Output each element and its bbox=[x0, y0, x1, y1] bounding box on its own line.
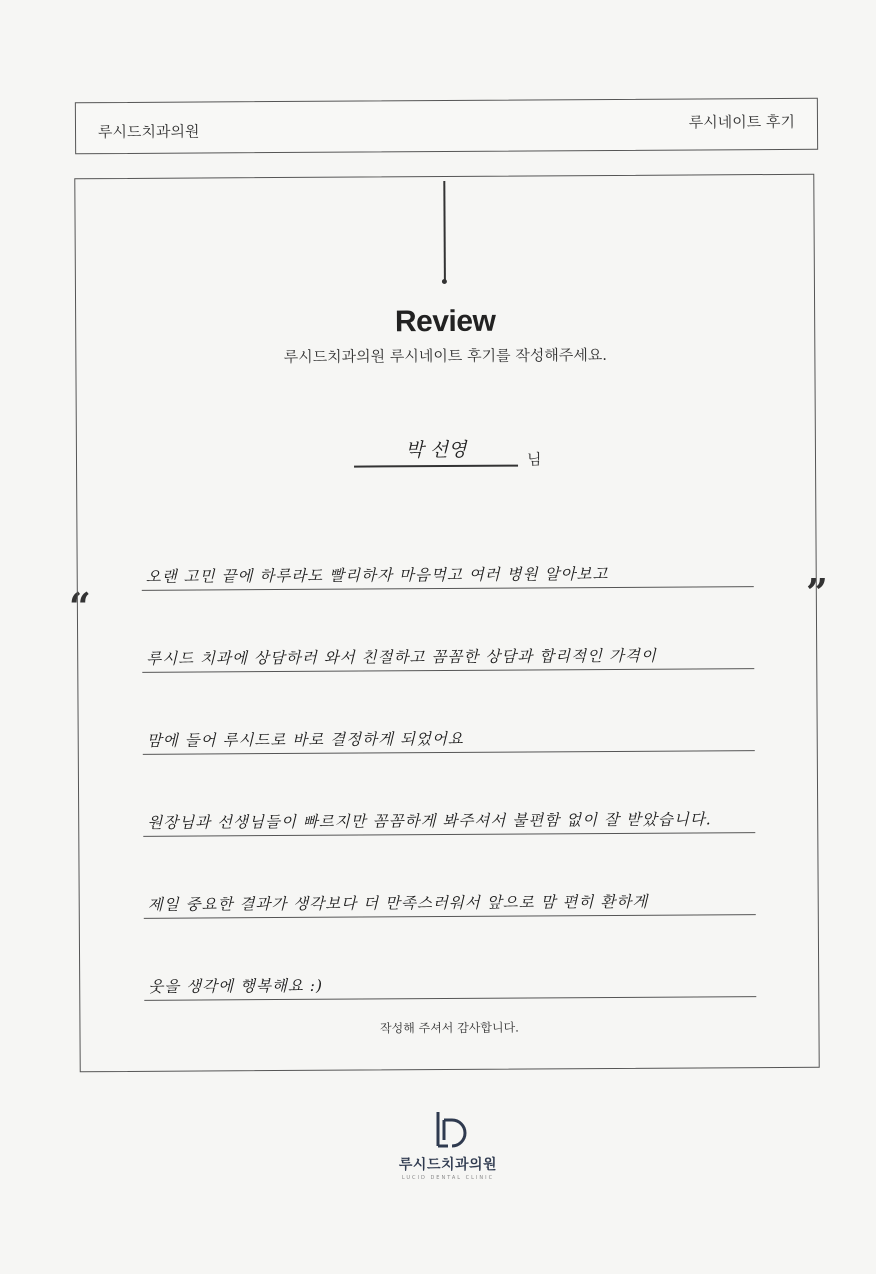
header-box bbox=[75, 98, 818, 155]
review-line-text: 원장님과 선생님들이 빠르지만 꼼꼼하게 봐주셔서 불편함 없이 잘 받았습니다. bbox=[147, 810, 712, 832]
thanks-note: 작성해 주셔서 감사합니다. bbox=[379, 1020, 519, 1036]
logo-subtext: LUCID DENTAL CLINIC bbox=[401, 1175, 495, 1181]
review-frame bbox=[74, 174, 819, 1073]
page-subtitle: 루시드치과의원 루시네이트 후기를 작성해주세요. bbox=[283, 346, 608, 366]
review-line-text: 루시드 치과에 상담하러 와서 친절하고 꼼꼼한 상담과 합리적인 가격이 bbox=[146, 646, 657, 668]
hanger-line bbox=[443, 181, 445, 281]
review-line bbox=[142, 669, 754, 755]
review-lines bbox=[141, 505, 756, 1001]
form-title: 루시네이트 후기 bbox=[688, 112, 796, 132]
review-line-text: 오랜 고민 끝에 하루라도 빨리하자 마음먹고 여러 병원 알아보고 bbox=[145, 565, 609, 586]
logo-name: 루시드치과의원 bbox=[398, 1157, 498, 1173]
review-line-text: 제일 중요한 결과가 생각보다 더 만족스러워서 앞으로 맘 편히 환하게 bbox=[147, 892, 649, 914]
ld-logo-icon bbox=[426, 1108, 470, 1152]
review-line bbox=[141, 505, 753, 591]
close-quote-mark: ” bbox=[806, 570, 828, 615]
open-quote-mark: “ bbox=[69, 584, 91, 629]
review-line-text: 맘에 들어 루시드로 바로 결정하게 되었어요 bbox=[146, 729, 464, 750]
hanger-dot bbox=[442, 279, 447, 284]
clinic-name: 루시드치과의원 bbox=[97, 122, 200, 142]
name-underline bbox=[354, 465, 518, 468]
review-line bbox=[143, 833, 755, 919]
review-line bbox=[144, 915, 756, 1001]
page-title: Review bbox=[394, 304, 496, 339]
ruled-line bbox=[144, 996, 756, 1001]
reviewer-name: 박 선영 bbox=[405, 438, 467, 462]
review-line bbox=[143, 751, 755, 837]
name-suffix: 님 bbox=[526, 450, 542, 469]
review-line bbox=[142, 587, 754, 673]
review-line-text: 웃을 생각에 행복해요 :) bbox=[148, 976, 324, 996]
clinic-logo bbox=[388, 1108, 508, 1181]
